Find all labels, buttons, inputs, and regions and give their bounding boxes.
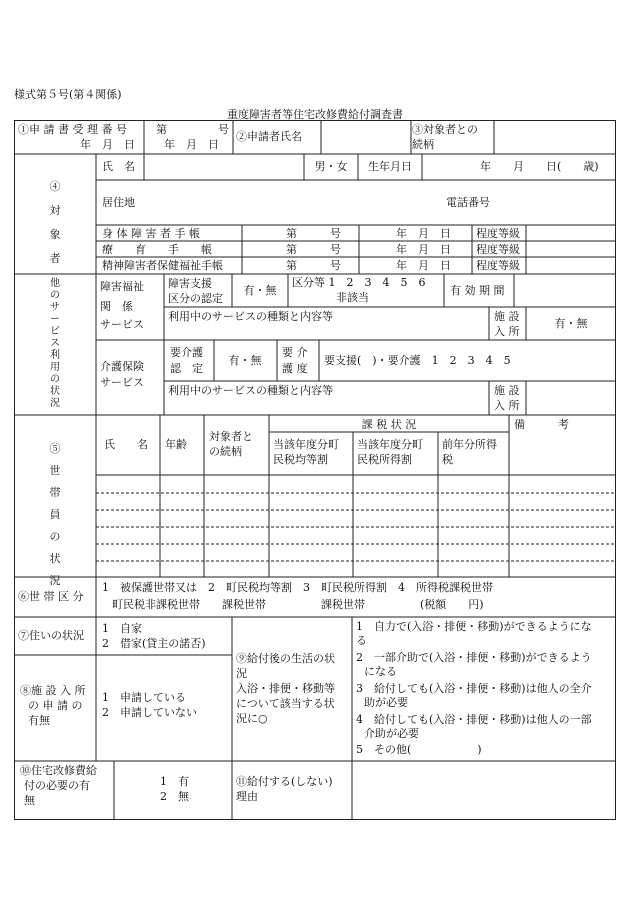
rehab-handbook-no: 第 号 [286,243,341,256]
validity-period-label: 有 効 期 間 [450,284,505,297]
physical-handbook-date: 年 月 日 [396,227,451,240]
birth-date-value: 年 月 日( 歳) [480,160,599,173]
physical-handbook-label: 身 体 障 害 者 手 帳 [102,227,200,240]
welfare-label-line1: 障害福祉 [100,280,144,293]
welfare-label-line2: 関 係 [100,300,133,313]
care-level-label-line2: 護 度 [282,362,308,375]
rehab-handbook-label: 療 育 手 帳 [102,243,212,256]
welfare-facility-yes-no: 有・無 [554,317,588,330]
household-col-relation-line2: の続柄 [209,445,242,458]
life-opt1-line1: 1 自力で(入浴・排便・移動)ができるようにな [356,620,592,633]
household-col-name: 氏 名 [104,438,148,451]
residence-opt1: 1 自家 [102,622,142,635]
welfare-facility-label-line2: 入 所 [494,325,520,338]
facility-app-opt1: 1 申請している [102,691,186,704]
birth-date-label: 生年月日 [368,160,412,173]
life-opt1-line2: る [356,634,367,647]
number-prefix: 第 [156,123,167,136]
physical-handbook-no: 第 号 [286,227,341,240]
receipt-date-label: 年 月 日 [80,138,135,151]
life-after-label-line5: 況に○ [236,712,268,725]
need-label-line1: ⑩住宅改修費給 [20,764,97,777]
mental-handbook-no: 第 号 [286,259,341,272]
relation-label-line2: 続柄 [412,138,434,151]
household-category-label: ⑥世 帯 区 分 [18,590,84,603]
survey-form [14,120,616,820]
care-cert-label-line2: 認 定 [170,362,203,375]
care-level-value: 要支援( )・要介護 1 2 3 4 5 [324,354,511,367]
care-insurance-label-line2: サービス [100,376,144,389]
care-services-in-use-label: 利用中のサービスの種類と内容等 [168,384,333,397]
residence-label: ⑦住いの状況 [18,629,84,642]
subject-section-label: ④対象者 [49,180,61,265]
tax-status-header: 課 税 状 況 [361,418,417,431]
reason-label-line1: ⑪給付する(しない) [236,775,333,788]
form-id: 様式第５号(第４関係) [14,88,122,101]
tax-col3-line2: 税 [442,453,453,466]
address-label: 居住地 [102,196,135,209]
support-cert-label-line1: 障害支援 [168,277,212,290]
household-category-line2: 町民税非課税世帯 課税世帯 課税世帯 (税額 円) [112,598,484,611]
care-level-label-line1: 要 介 [282,346,308,359]
sex-field: 男・女 [314,160,348,173]
reason-label-line2: 理由 [236,790,258,803]
life-after-label-line4: について該当する状 [236,697,335,710]
tax-col2-line1: 当該年度分町 [357,438,423,451]
not-applicable-label: 非該当 [336,291,369,304]
need-label-line3: 無 [24,794,35,807]
number-suffix: 号 [218,123,229,136]
life-opt3-line2: 助が必要 [364,696,408,709]
welfare-services-in-use-label: 利用中のサービスの種類と内容等 [168,310,333,323]
support-category-label: 区分等 1 2 3 4 5 6 [292,276,426,289]
physical-handbook-grade: 程度等級 [476,227,520,240]
facility-app-label-line1: ⑧施 設 入 所 [20,684,86,697]
welfare-label-line3: サービス [100,318,144,331]
household-col-age: 年齢 [165,438,187,451]
life-after-label-line2: 況 [236,667,247,680]
need-opt2: 2 無 [160,790,189,803]
care-insurance-label-line1: 介護保険 [100,360,144,373]
life-opt5: 5 その他( ) [356,743,482,756]
household-category-line1: 1 被保護世帯又は 2 町民税均等割 3 町民税所得割 4 所得税課税世帯 [102,581,493,594]
residence-opt2: 2 借家(貸主の諾否) [102,637,206,650]
applicant-name-label: ②申請者氏名 [236,130,302,143]
tax-col1-line2: 民税均等割 [273,453,328,466]
support-cert-yes-no: 有・無 [243,284,277,297]
household-section-label: ⑤世帯員の状況 [49,442,61,587]
facility-app-label-line3: 有無 [28,714,50,727]
life-opt4-line2: 介助が必要 [364,727,419,740]
household-col-relation-line1: 対象者と [209,430,253,443]
life-after-label-line1: ⑨給付後の生活の状 [236,652,335,665]
life-after-label-line3: 入浴・排便・移動等 [236,682,335,695]
need-label-line2: 付の必要の有 [24,779,90,792]
other-services-section-label: 他のサービス利用の状況 [50,278,60,409]
rehab-handbook-date: 年 月 日 [396,243,451,256]
tax-col2-line2: 民税所得割 [357,453,412,466]
facility-app-opt2: 2 申請していない [102,706,197,719]
support-cert-label-line2: 区分の認定 [168,292,223,305]
relation-label-line1: ③対象者との [412,123,478,136]
rehab-handbook-grade: 程度等級 [476,243,520,256]
household-col-remarks: 備 考 [514,418,569,431]
mental-handbook-label: 精神障害者保健福祉手帳 [102,259,223,272]
welfare-facility-label-line1: 施 設 [494,310,520,323]
phone-label: 電話番号 [446,196,490,209]
receipt-date-value: 年 月 日 [164,138,219,151]
life-opt4-line1: 4 給付しても(入浴・排便・移動)は他人の一部 [356,713,592,726]
name-label: 氏 名 [102,160,135,173]
need-opt1: 1 有 [160,775,189,788]
facility-app-label-line2: の 申 請 の [28,699,83,712]
life-opt2-line2: になる [364,665,397,678]
care-facility-label-line2: 入 所 [494,399,520,412]
care-facility-label-line1: 施 設 [494,384,520,397]
tax-col1-line1: 当該年度分町 [273,438,339,451]
life-opt3-line1: 3 給付しても(入浴・排便・移動)は他人の全介 [356,682,592,695]
life-opt2-line1: 2 一部介助で(入浴・排便・移動)ができるよう [356,651,592,664]
form-title: 重度障害者等住宅改修費給付調査書 [227,108,403,121]
mental-handbook-date: 年 月 日 [396,259,451,272]
care-cert-label-line1: 要介護 [170,346,203,359]
tax-col3-line1: 前年分所得 [442,438,497,451]
care-cert-yes-no: 有・無 [228,354,262,367]
receipt-no-label: ①申 請 書 受 理 番 号 [18,123,127,136]
mental-handbook-grade: 程度等級 [476,259,520,272]
